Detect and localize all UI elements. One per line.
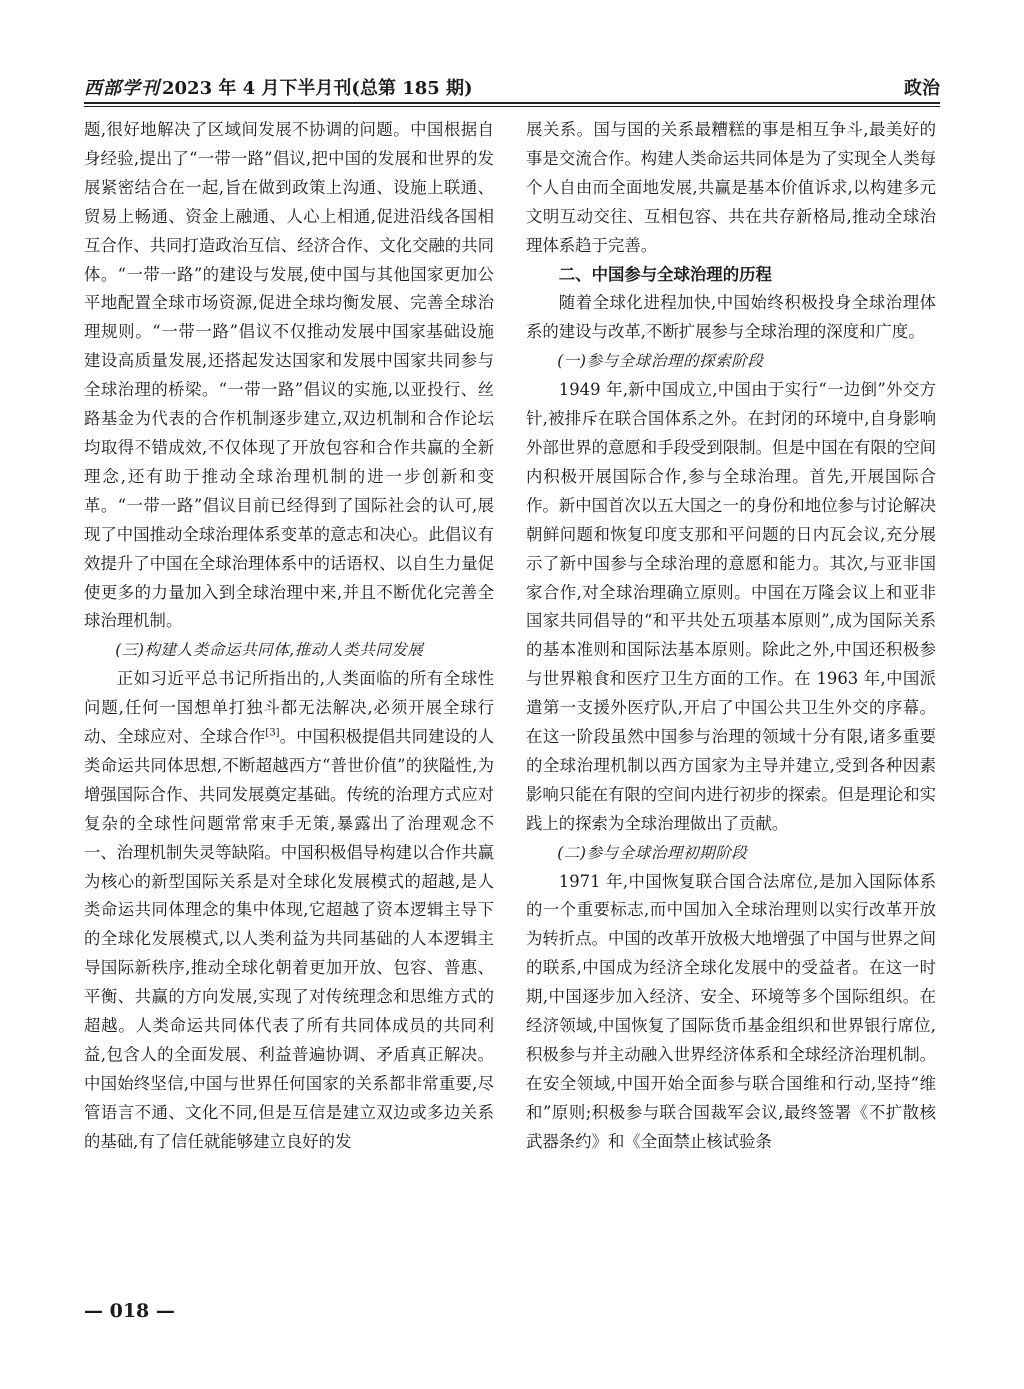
citation-ref: [3] — [265, 727, 280, 739]
header-rule-thick — [84, 102, 940, 104]
header-rule-thin — [84, 106, 940, 107]
subsection-heading: (二)参与全球治理初期阶段 — [557, 843, 748, 862]
subsection-heading: (一)参与全球治理的探索阶段 — [557, 352, 764, 371]
page-header — [84, 70, 940, 106]
subsection-heading: (三)构建人类命运共同体,推动人类共同发展 — [115, 641, 424, 660]
paragraph-text: 。中国积极提倡共同建设的人类命运共同体思想,不断超越西方“普世价值”的狭隘性,为增强国际合作、共同发展奠定基础。传统的治理方式应对复杂的全球性问题常常束手无策,暴露出了治理观念不一、治理机制失灵等缺陷。中国积极倡导构建以合作共赢为核心的新型国际关系是对全球化发展模式的超越,是人类命运共同体理念的集中体现,它超越了资本逻辑主导下的全球化发展模式,以人类利益为共同基础的人本逻辑主导国际新秩序,推动全球化朝着更加开放、包容、普惠、平衡、共赢的方向发展,实现了对传统理念和思维方式的超越。人类命运共同体代表了所有共同体成员的共同利益,包含人的全面发展、利益普遍协调、矛盾真正解决。中国始终坚信,中国与世界任何国家的关系都非常重要,尽管语言不通、文化不同,但是互信是建立双边或多边关系的基础,有了信任就能够建立良好的发 — [84, 727, 494, 1151]
paragraph: 1971 年,中国恢复联合国合法席位,是加入国际体系的一个重要标志,而中国加入全球治理则以实行改革开放为转折点。中国的改革开放极大地增强了中国与世界之间的联系,中国成为经济全球化发展中的受益者。在这一时期,中国逐步加入经济、安全、环境等多个国际组织。在经济领域,中国恢复了国际货币基金组织和世界银行席位,积极参与并主动融入世界经济体系和全球经济治理机制。在安全领域,中国开始全面参与联合国维和行动,坚持“维和”原则;积极参与联合国裁军会议,最终签署《不扩散核武器条约》和《全面禁止核试验条 — [526, 871, 936, 1151]
issue-info: 2023 年 4 月下半月刊(总第 185 期) — [162, 78, 473, 99]
paragraph: 展关系。国与国的关系最糟糕的事是相互争斗,最美好的事是交流合作。构建人类命运共同体是为了实现全人类每个人自由而全面地发展,共赢是基本价值诉求,以构建多元文明互动交往、互相包容、共在共存新格局,推动全球治理体系趋于完善。 — [526, 120, 936, 255]
page-number: — 018 — — [84, 1300, 175, 1322]
journal-logo: 西部学刊 — [84, 78, 160, 99]
section-name: 政治 — [904, 78, 940, 99]
paragraph: 题,很好地解决了区域间发展不协调的问题。中国根据自身经验,提出了“一带一路”倡议,把中国的发展和世界的发展紧密结合在一起,旨在做到政策上沟通、设施上联通、贸易上畅通、资金上融通、人心上相通,促进沿线各国相互合作、共同打造政治互信、经济合作、文化交融的共同体。“一带一路”的建设与发展,使中国与其他国家更加公平地配置全球市场资源,促进全球均衡发展、完善全球治理规则。“一带一路”倡议不仅推动发展中国家基础设施建设高质量发展,还搭起发达国家和发展中国家共同参与全球治理的桥梁。“一带一路”倡议的实施,以亚投行、丝路基金为代表的合作机制逐步建立,双边机制和合作论坛均取得不错成效,不仅体现了开放包容和合作共赢的全新理念,还有助于推动全球治理机制的进一步创新和变革。“一带一路”倡议目前已经得到了国际社会的认可,展现了中国推动全球治理体系变革的意志和决心。此倡议有效提升了中国在全球治理体系中的话语权、以自生力量促使更多的力量加入到全球治理中来,并且不断优化完善全球治理机制。 — [84, 120, 494, 631]
paragraph-text: 正如习近平总书记所指出的,人类面临的所有全球性问题,任何一国想单打独斗都无法解决,必须开展全球行动、全球应对、全球合作 — [84, 669, 494, 747]
left-column — [84, 116, 494, 1157]
right-column — [526, 116, 936, 1157]
section-heading: 二、中国参与全球治理的历程 — [558, 264, 772, 284]
paragraph: 1949 年,新中国成立,中国由于实行“一边倒”外交方针,被排斥在联合国体系之外。在封闭的环境中,自身影响外部世界的意愿和手段受到限制。但是中国在有限的空间内积极开展国际合作,参与全球治理。首先,开展国际合作。新中国首次以五大国之一的身份和地位参与讨论解决朝鲜问题和恢复印度支那和平问题的日内瓦会议,充分展示了新中国参与全球治理的意愿和能力。其次,与亚非国家合作,对全球治理确立原则。中国在万隆会议上和亚非国家共同倡导的“和平共处五项基本原则”,成为国际关系的基本准则和国际法基本原则。除此之外,中国还积极参与世界粮食和医疗卫生方面的工作。在 1963 年,中国派遣第一支援外医疗队,开启了中国公共卫生外交的序幕。在这一阶段虽然中国参与治理的领域十分有限,诸多重要的全球治理机制以西方国家为主导并建立,受到各种因素影响只能在有限的空间内进行初步的探索。但是理论和实践上的探索为全球治理做出了贡献。 — [526, 380, 936, 833]
masthead — [84, 74, 473, 100]
paragraph — [84, 665, 494, 1156]
paragraph: 随着全球化进程加快,中国始终积极投身全球治理体系的建设与改革,不断扩展参与全球治理的深度和广度。 — [526, 293, 936, 342]
